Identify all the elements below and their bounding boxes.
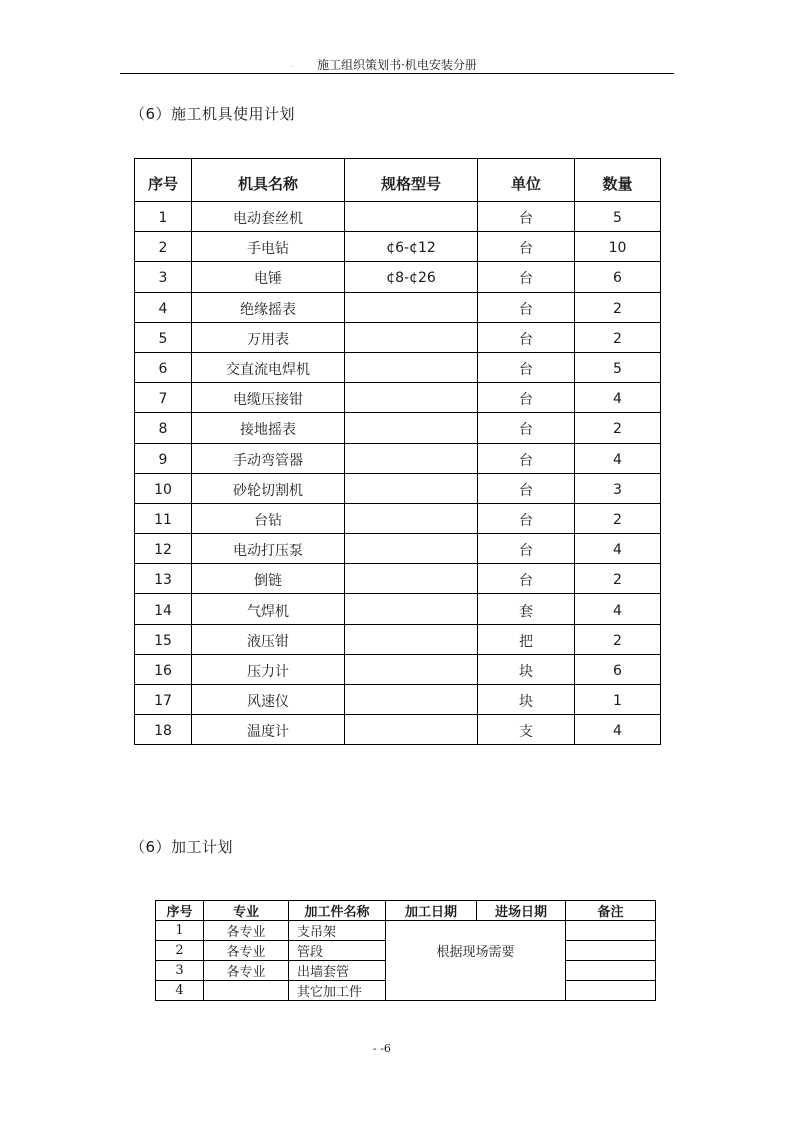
header-spec: 规格型号 xyxy=(345,159,478,202)
cell-seq: 8 xyxy=(135,413,192,443)
proc-merged-note: 根据现场需要 xyxy=(386,921,566,1001)
cell-qty: 4 xyxy=(575,443,661,473)
cell-tool-name: 气焊机 xyxy=(192,594,345,624)
proc-cell-discipline: 各专业 xyxy=(204,921,289,941)
cell-spec xyxy=(345,654,478,684)
cell-qty: 4 xyxy=(575,383,661,413)
table-row xyxy=(135,534,661,564)
cell-unit: 台 xyxy=(478,322,575,352)
cell-qty: 2 xyxy=(575,564,661,594)
cell-qty: 10 xyxy=(575,232,661,262)
cell-tool-name: 电动打压泵 xyxy=(192,534,345,564)
cell-tool-name: 压力计 xyxy=(192,654,345,684)
cell-unit: 台 xyxy=(478,202,575,232)
header-unit: 单位 xyxy=(478,159,575,202)
proc-cell-part-name: 其它加工件 xyxy=(289,981,386,1001)
proc-cell-seq: 3 xyxy=(156,961,204,981)
proc-cell-discipline: 各专业 xyxy=(204,961,289,981)
cell-unit: 支 xyxy=(478,715,575,745)
proc-cell-seq: 2 xyxy=(156,941,204,961)
section-title-processing: （6）加工计划 xyxy=(130,838,234,856)
table-row xyxy=(156,921,656,941)
cell-spec xyxy=(345,503,478,533)
table-row xyxy=(135,624,661,654)
cell-spec xyxy=(345,564,478,594)
cell-tool-name: 电动套丝机 xyxy=(192,202,345,232)
cell-qty: 1 xyxy=(575,685,661,715)
header-qty: 数量 xyxy=(575,159,661,202)
header-rule xyxy=(120,73,674,74)
cell-spec: ¢6-¢12 xyxy=(345,232,478,262)
proc-cell-part-name: 管段 xyxy=(289,941,386,961)
cell-unit: 台 xyxy=(478,413,575,443)
cell-tool-name: 风速仪 xyxy=(192,685,345,715)
table-row xyxy=(135,413,661,443)
cell-unit: 台 xyxy=(478,564,575,594)
proc-cell-seq: 4 xyxy=(156,981,204,1001)
cell-qty: 2 xyxy=(575,624,661,654)
cell-seq: 7 xyxy=(135,383,192,413)
proc-header-arrival-date: 进场日期 xyxy=(477,901,566,921)
cell-tool-name: 接地摇表 xyxy=(192,413,345,443)
cell-tool-name: 电缆压接钳 xyxy=(192,383,345,413)
table-row xyxy=(135,383,661,413)
cell-spec xyxy=(345,322,478,352)
proc-cell-discipline: 各专业 xyxy=(204,941,289,961)
cell-spec xyxy=(345,443,478,473)
header-tool-name: 机具名称 xyxy=(192,159,345,202)
cell-unit: 台 xyxy=(478,262,575,292)
cell-qty: 4 xyxy=(575,534,661,564)
proc-cell-part-name: 支吊架 xyxy=(289,921,386,941)
cell-seq: 15 xyxy=(135,624,192,654)
cell-spec: ¢8-¢26 xyxy=(345,262,478,292)
cell-unit: 台 xyxy=(478,292,575,322)
proc-cell-discipline xyxy=(204,981,289,1001)
cell-unit: 台 xyxy=(478,443,575,473)
proc-cell-remarks xyxy=(566,921,656,941)
cell-unit: 台 xyxy=(478,232,575,262)
table-row xyxy=(135,473,661,503)
processing-table-header-row xyxy=(156,901,656,921)
table-row xyxy=(135,564,661,594)
cell-qty: 4 xyxy=(575,715,661,745)
cell-unit: 块 xyxy=(478,654,575,684)
cell-spec xyxy=(345,473,478,503)
cell-spec xyxy=(345,715,478,745)
table-row xyxy=(135,292,661,322)
table-row xyxy=(135,232,661,262)
cell-seq: 6 xyxy=(135,352,192,382)
cell-qty: 5 xyxy=(575,352,661,382)
cell-seq: 16 xyxy=(135,654,192,684)
cell-seq: 13 xyxy=(135,564,192,594)
cell-spec xyxy=(345,685,478,715)
cell-seq: 10 xyxy=(135,473,192,503)
cell-qty: 6 xyxy=(575,262,661,292)
table-row xyxy=(135,654,661,684)
cell-unit: 台 xyxy=(478,352,575,382)
page-header-title: 施工组织策划书·机电安装分册 xyxy=(317,58,477,72)
cell-tool-name: 液压钳 xyxy=(192,624,345,654)
cell-qty: 2 xyxy=(575,413,661,443)
cell-qty: 4 xyxy=(575,594,661,624)
cell-tool-name: 砂轮切割机 xyxy=(192,473,345,503)
header-seq: 序号 xyxy=(135,159,192,202)
table-row xyxy=(135,443,661,473)
cell-spec xyxy=(345,383,478,413)
proc-cell-remarks xyxy=(566,981,656,1001)
cell-tool-name: 手动弯管器 xyxy=(192,443,345,473)
table-row xyxy=(135,262,661,292)
table-row xyxy=(135,594,661,624)
section-title-tools: （6）施工机具使用计划 xyxy=(130,105,296,123)
tools-table-header-row xyxy=(135,159,661,202)
proc-header-part-name: 加工件名称 xyxy=(289,901,386,921)
cell-seq: 14 xyxy=(135,594,192,624)
proc-cell-part-name: 出墙套管 xyxy=(289,961,386,981)
table-row xyxy=(135,352,661,382)
cell-spec xyxy=(345,413,478,443)
cell-tool-name: 万用表 xyxy=(192,322,345,352)
cell-unit: 台 xyxy=(478,383,575,413)
cell-unit: 把 xyxy=(478,624,575,654)
table-row xyxy=(135,503,661,533)
cell-spec xyxy=(345,202,478,232)
cell-seq: 18 xyxy=(135,715,192,745)
cell-qty: 2 xyxy=(575,503,661,533)
proc-header-process-date: 加工日期 xyxy=(386,901,477,921)
cell-tool-name: 手电钻 xyxy=(192,232,345,262)
cell-tool-name: 电锤 xyxy=(192,262,345,292)
cell-qty: 5 xyxy=(575,202,661,232)
cell-seq: 5 xyxy=(135,322,192,352)
table-row xyxy=(135,322,661,352)
cell-tool-name: 倒链 xyxy=(192,564,345,594)
proc-header-seq: 序号 xyxy=(156,901,204,921)
cell-tool-name: 温度计 xyxy=(192,715,345,745)
cell-unit: 台 xyxy=(478,503,575,533)
proc-cell-remarks xyxy=(566,941,656,961)
processing-table xyxy=(155,900,656,1001)
cell-unit: 台 xyxy=(478,534,575,564)
cell-seq: 2 xyxy=(135,232,192,262)
cell-spec xyxy=(345,534,478,564)
page-number: - -6 xyxy=(373,1042,391,1055)
cell-unit: 台 xyxy=(478,473,575,503)
cell-seq: 11 xyxy=(135,503,192,533)
proc-header-discipline: 专业 xyxy=(204,901,289,921)
cell-spec xyxy=(345,624,478,654)
cell-qty: 2 xyxy=(575,322,661,352)
cell-tool-name: 绝缘摇表 xyxy=(192,292,345,322)
header-dot: . xyxy=(291,62,293,69)
proc-cell-remarks xyxy=(566,961,656,981)
table-row xyxy=(135,685,661,715)
cell-qty: 2 xyxy=(575,292,661,322)
cell-seq: 1 xyxy=(135,202,192,232)
cell-unit: 套 xyxy=(478,594,575,624)
cell-tool-name: 台钻 xyxy=(192,503,345,533)
tools-table xyxy=(134,158,661,745)
cell-spec xyxy=(345,292,478,322)
table-row xyxy=(135,715,661,745)
proc-cell-seq: 1 xyxy=(156,921,204,941)
cell-qty: 6 xyxy=(575,654,661,684)
cell-spec xyxy=(345,594,478,624)
cell-seq: 12 xyxy=(135,534,192,564)
cell-seq: 3 xyxy=(135,262,192,292)
cell-tool-name: 交直流电焊机 xyxy=(192,352,345,382)
proc-header-remarks: 备注 xyxy=(566,901,656,921)
table-row xyxy=(135,202,661,232)
cell-unit: 块 xyxy=(478,685,575,715)
cell-spec xyxy=(345,352,478,382)
cell-seq: 17 xyxy=(135,685,192,715)
cell-qty: 3 xyxy=(575,473,661,503)
cell-seq: 9 xyxy=(135,443,192,473)
cell-seq: 4 xyxy=(135,292,192,322)
